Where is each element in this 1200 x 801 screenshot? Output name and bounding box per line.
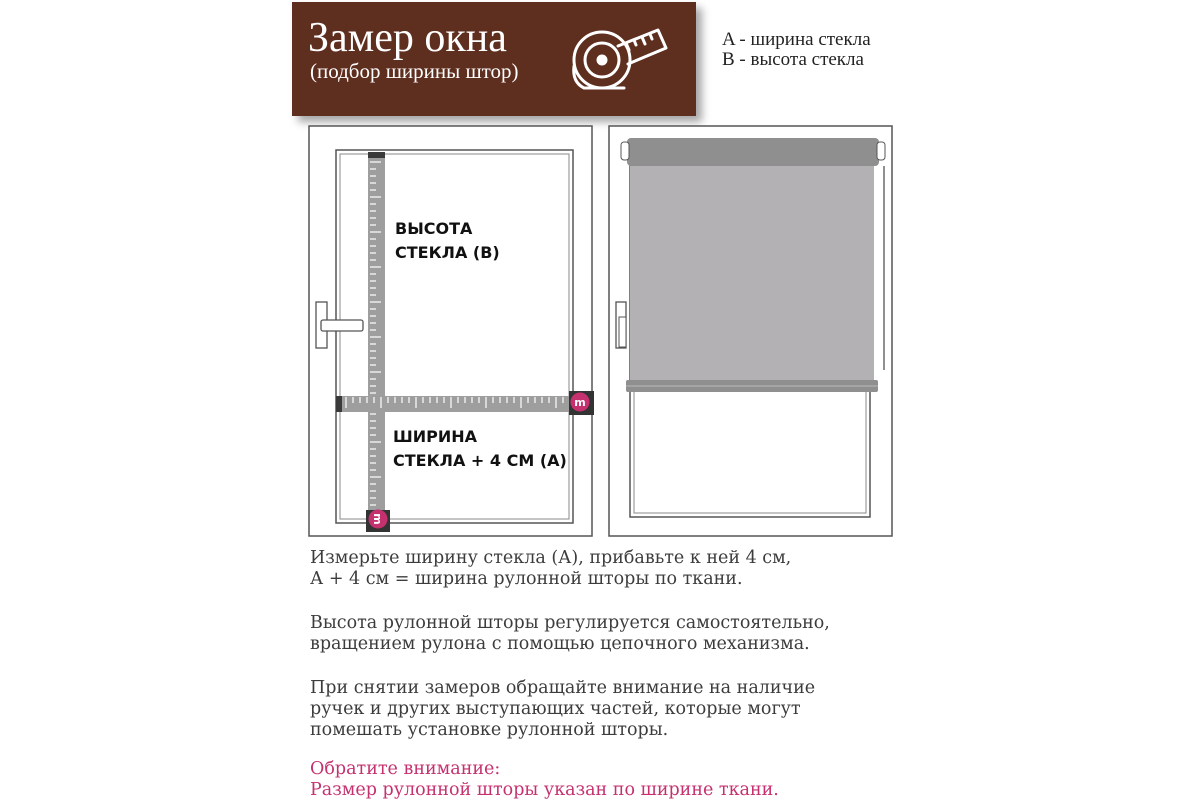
instruction-line: А + 4 см = ширина рулонной шторы по ткани. xyxy=(310,569,743,589)
svg-text:m: m xyxy=(371,513,384,525)
left-window xyxy=(309,126,594,536)
legend-a: A - ширина стекла xyxy=(722,29,871,50)
instruction-line: При снятии замеров обращайте внимание на наличие xyxy=(310,678,816,698)
instruction-paragraph-1 xyxy=(310,548,930,590)
right-window xyxy=(609,126,892,536)
height-label-line1: ВЫСОТА xyxy=(395,219,473,238)
svg-text:m: m xyxy=(574,396,586,409)
tape-badge-vertical-icon xyxy=(366,510,390,533)
instruction-line: ручек и других выступающих частей, которые могут xyxy=(310,699,801,719)
instruction-line: помешать установке рулонной шторы. xyxy=(310,720,669,740)
legend-b: B - высота стекла xyxy=(722,49,864,70)
width-label-line2: СТЕКЛА + 4 СМ (А) xyxy=(393,451,567,470)
instruction-paragraph-2 xyxy=(310,613,930,655)
width-label-line1: ШИРИНА xyxy=(393,427,478,446)
header-subtitle: (подбор ширины штор) xyxy=(310,59,519,83)
height-label-line2: СТЕКЛА (В) xyxy=(395,243,500,262)
instruction-line: вращением рулона с помощью цепочного механизма. xyxy=(310,634,810,654)
attention-note xyxy=(310,759,930,801)
horizontal-tape-measure xyxy=(336,396,594,412)
roller-blind xyxy=(621,138,885,392)
vertical-tape-measure xyxy=(368,152,385,515)
instruction-line: Высота рулонной шторы регулируется самостоятельно, xyxy=(310,613,830,633)
header-title: Замер окна xyxy=(308,15,507,61)
note-heading: Обратите внимание: xyxy=(310,759,501,779)
tape-badge-horizontal-icon xyxy=(569,391,594,415)
instruction-line: Измерьте ширину стекла (А), прибавьте к ней 4 см, xyxy=(310,548,792,568)
instruction-paragraph-3 xyxy=(310,678,930,741)
note-text: Размер рулонной шторы указан по ширине ткани. xyxy=(310,780,779,800)
window-handle-icon xyxy=(616,302,626,348)
